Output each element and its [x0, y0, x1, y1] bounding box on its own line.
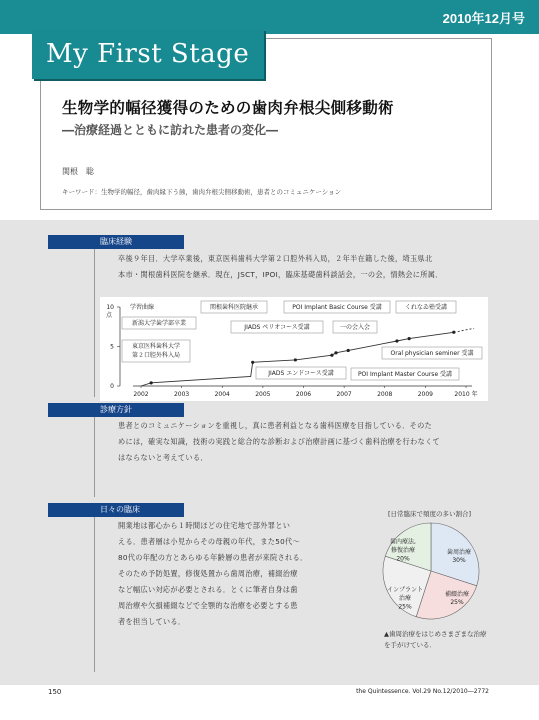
divider-line [94, 512, 95, 672]
issue-date: 2010年12月号 [442, 11, 525, 26]
keywords: キーワード：生物学的幅径，歯肉縁下う蝕，歯肉弁根尖側移動術，患者とのコミュニケーション [62, 188, 342, 196]
x-tick-label: 2005 [255, 391, 271, 398]
x-tick-label: 2007 [336, 391, 352, 398]
policy-line: はならないと考えている． [118, 453, 208, 462]
section-label-career: 臨床経験 [48, 235, 184, 249]
x-tick-label: 2002 [133, 391, 149, 398]
curve-point [150, 381, 153, 384]
curve-point [330, 354, 333, 357]
journal-info: the Quintessence. Vol.29 No.12/2010―2772 [356, 688, 489, 695]
annotation-label: JIADS ペリオコース受講 [244, 324, 310, 331]
policy-line: 患者とのコミュニケーションを重視し，真に患者利益となる歯科医療を目指している．そのた [118, 421, 433, 430]
y-tick-label: 0 [110, 383, 114, 390]
annotation-label: POI Implant Basic Course 受講 [292, 304, 382, 311]
curve-point [395, 339, 398, 342]
policy-line: めには，確実な知識，技術の実践と総合的な診断および治療計画に基づく歯科治療を行わなくて [118, 437, 440, 446]
divider-line [94, 412, 95, 497]
daily-text [118, 518, 307, 630]
pie-slice-label: 補綴治療 [444, 590, 470, 598]
pie-slice-label: 25% [398, 603, 412, 611]
curve-point [347, 349, 350, 352]
x-tick-label: 2004 [214, 391, 230, 398]
pie-svg [373, 520, 489, 622]
section-label-daily: 日々の臨床 [48, 503, 184, 517]
annotation-label: POI Implant Master Course 受講 [357, 371, 453, 378]
learning-curve-chart [100, 297, 488, 401]
curve-point [294, 358, 297, 361]
section-label-policy: 診療方針 [48, 403, 184, 417]
article-subtitle: ―治療経過とともに訪れた患者の変化― [62, 123, 279, 137]
curve-point [408, 337, 411, 340]
annotation-label: 学習曲線 [129, 304, 155, 311]
curve-point [334, 351, 337, 354]
policy-text [118, 418, 440, 466]
pie-slice-label: 修復治療 [390, 547, 416, 554]
y-unit-label: 点 [106, 312, 113, 319]
daily-line: 開業地は都心から１時間ほどの住宅地で部外罪とい [118, 521, 291, 530]
x-tick-label: 2003 [173, 391, 190, 398]
daily-line: など幅広い対応が必要とされる．とくに筆者自身は歯 [118, 585, 298, 594]
annotation-label: くれなゐ塾受講 [404, 304, 448, 311]
pie-slice-label: 25% [450, 599, 464, 607]
author: 関根 聡 [62, 167, 94, 176]
pie-slice-label: インプラント [386, 586, 424, 594]
pie-slice-label: 治療 [398, 595, 412, 602]
daily-line: そのため予防処置，修復処置から歯周治療，補綴治療 [118, 569, 298, 578]
career-text [118, 251, 443, 283]
daily-line: える．患者層は小児からその母親の年代，また50代～ [118, 537, 300, 546]
pie-caption: ▲歯周治療をはじめさまざまな治療を手がけている． [384, 630, 487, 649]
annotation-label: 一の会入会 [339, 324, 371, 331]
curve-projection [454, 328, 474, 332]
learning-curve-svg [100, 297, 488, 401]
career-line: 卒後９年目．大学卒業後，東京医科歯科大学第２口腔外科入局，２年半在籍した後，埼玉県北 [118, 254, 433, 263]
annotation-label: 東京医科歯科大学 [131, 343, 181, 350]
pie-title: [日常臨床で頻度の多い割合] [388, 510, 472, 518]
x-tick-label: 2010 年 [454, 391, 478, 398]
article-title: 生物学的幅径獲得のための歯肉弁根尖側移動術 [62, 99, 394, 117]
y-tick-label: 5 [110, 343, 114, 351]
curve-point [251, 361, 254, 364]
divider-line [94, 242, 95, 397]
annotation-label: JIADS エンドコース受講 [268, 370, 334, 377]
page-number: 150 [48, 688, 62, 696]
daily-line: 80代の年配の方とあらゆる年齢層の患者が来院される． [118, 553, 308, 562]
annotation-label: 関根歯科医院継承 [209, 304, 259, 311]
annotation-label: Oral physician seminer 受講 [390, 350, 474, 357]
annotation-label: 第２口腔外科入局 [131, 352, 181, 359]
y-tick-label: 10 [106, 304, 114, 311]
daily-line: 者を担当している． [118, 617, 186, 626]
daily-line: 周治療や欠損補綴などで全顎的な治療を必要とする患 [118, 601, 298, 610]
pie-slice-label: 歯内療法, [390, 538, 416, 546]
pie-chart [373, 520, 489, 622]
career-line: 本市・関根歯科医院を継承．現在，JSCT，IPOI，臨床基礎歯科談話会，一の会，情熱会に所属． [118, 270, 443, 279]
x-tick-label: 2009 [417, 391, 434, 398]
annotation-label: 新潟大学歯学部卒業 [131, 320, 187, 327]
x-tick-label: 2008 [377, 391, 393, 398]
section-tag: My First Stage [32, 29, 264, 79]
pie-slice-label: 歯周治療 [446, 548, 472, 556]
pie-slice-label: 30% [452, 557, 466, 565]
x-tick-label: 2006 [295, 391, 312, 398]
pie-slice-label: 20% [396, 555, 410, 563]
